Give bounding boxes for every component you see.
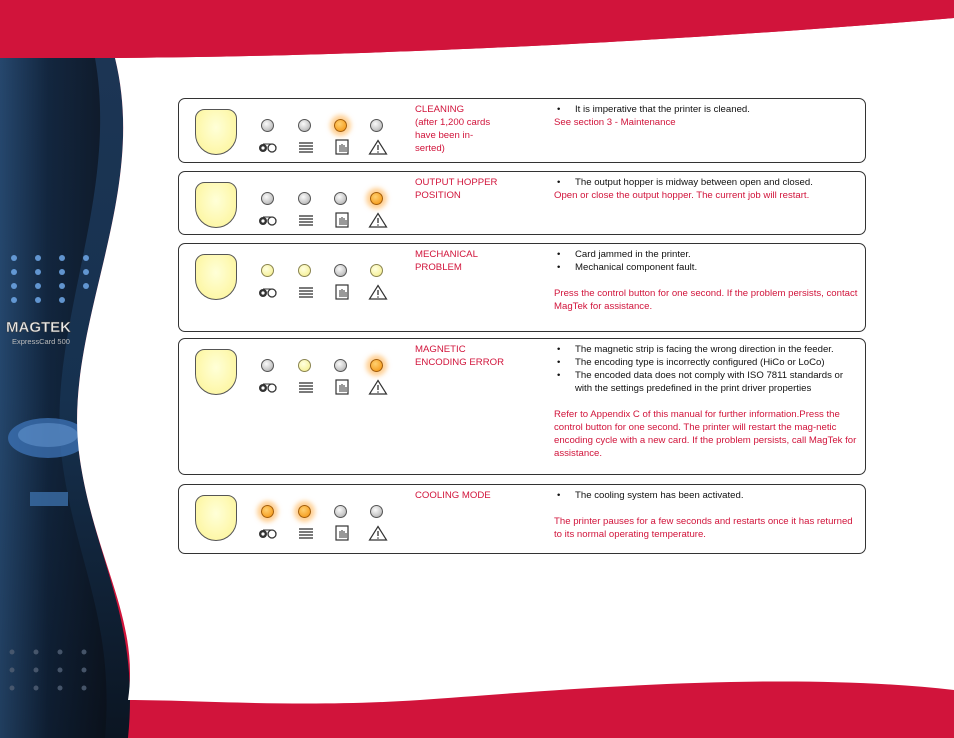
card-stack-icon — [295, 379, 317, 395]
led-orange — [370, 192, 383, 205]
led-yellow — [370, 264, 383, 277]
led-orange — [334, 119, 347, 132]
control-button-graphic — [195, 495, 237, 541]
list-item: • Mechanical component fault. — [554, 261, 860, 274]
status-description — [554, 248, 860, 313]
ribbon-icon — [257, 212, 279, 228]
warning-icon — [367, 525, 389, 541]
control-button-graphic — [195, 349, 237, 395]
ribbon-icon — [257, 284, 279, 300]
hand-feed-icon — [332, 525, 354, 541]
led-yellow — [298, 359, 311, 372]
led-grey — [334, 359, 347, 372]
status-row — [178, 243, 866, 332]
card-stack-icon — [295, 525, 317, 541]
status-row — [178, 171, 866, 235]
status-label: CLEANING (after 1,200 cards have been in- serted) — [415, 104, 491, 154]
list-item: • The output hopper is midway between open and closed. — [554, 176, 860, 189]
remedy-note: The printer pauses for a few seconds and restarts once it has returned to its normal operating temperature. — [554, 516, 853, 540]
led-grey — [334, 192, 347, 205]
led-orange — [261, 505, 274, 518]
card-stack-icon — [295, 139, 317, 155]
led-orange — [370, 359, 383, 372]
ribbon-icon — [257, 525, 279, 541]
hand-feed-icon — [332, 212, 354, 228]
list-item: • Card jammed in the printer. — [554, 248, 860, 261]
status-label: COOLING MODE — [415, 490, 491, 501]
led-grey — [370, 119, 383, 132]
list-item: • The magnetic strip is facing the wrong direction in the feeder. — [554, 343, 860, 356]
control-button-graphic — [195, 254, 237, 300]
status-row — [178, 98, 866, 163]
warning-icon — [367, 212, 389, 228]
led-orange — [298, 505, 311, 518]
remedy-note: Open or close the output hopper. The current job will restart. — [554, 190, 810, 201]
status-label: MECHANICAL PROBLEM — [415, 249, 478, 273]
magtek-logo: MAGTEK — [6, 319, 71, 336]
led-yellow — [261, 264, 274, 277]
led-grey — [261, 119, 274, 132]
warning-icon — [367, 379, 389, 395]
status-description — [554, 343, 860, 460]
card-stack-icon — [295, 212, 317, 228]
led-grey — [334, 505, 347, 518]
led-grey — [370, 505, 383, 518]
led-grey — [298, 119, 311, 132]
ribbon-icon — [257, 379, 279, 395]
status-description — [554, 103, 860, 129]
list-item: • The cooling system has been activated. — [554, 489, 860, 502]
hand-feed-icon — [332, 379, 354, 395]
led-yellow — [298, 264, 311, 277]
card-stack-icon — [295, 284, 317, 300]
warning-icon — [367, 139, 389, 155]
warning-icon — [367, 284, 389, 300]
list-item: • The encoded data does not comply with ISO 7811 standards or with the settings predefined in the print driver properties — [554, 369, 860, 395]
ribbon-icon — [257, 139, 279, 155]
remedy-note: Press the control button for one second. If the problem persists, contact MagTek for assistance. — [554, 288, 858, 312]
status-description — [554, 176, 860, 202]
remedy-note: See section 3 - Maintenance — [554, 117, 676, 128]
remedy-note: Refer to Appendix C of this manual for further information.Press the control button for one second. The printer will restart the mag-netic encoding cycle with a new card. If the problem persists, call MagTek for assistance. — [554, 409, 857, 459]
led-grey — [261, 359, 274, 372]
status-row — [178, 484, 866, 554]
status-label: OUTPUT HOPPER POSITION — [415, 177, 498, 201]
status-label: MAGNETIC ENCODING ERROR — [415, 344, 505, 368]
led-grey — [334, 264, 347, 277]
led-grey — [298, 192, 311, 205]
status-description — [554, 489, 860, 541]
model-label: ExpressCard 500 — [12, 337, 70, 346]
led-grey — [261, 192, 274, 205]
control-button-graphic — [195, 109, 237, 155]
control-button-graphic — [195, 182, 237, 228]
list-item: • It is imperative that the printer is cleaned. — [554, 103, 860, 116]
list-item: • The encoding type is incorrectly configured (HiCo or LoCo) — [554, 356, 860, 369]
hand-feed-icon — [332, 139, 354, 155]
status-row — [178, 338, 866, 475]
hand-feed-icon — [332, 284, 354, 300]
